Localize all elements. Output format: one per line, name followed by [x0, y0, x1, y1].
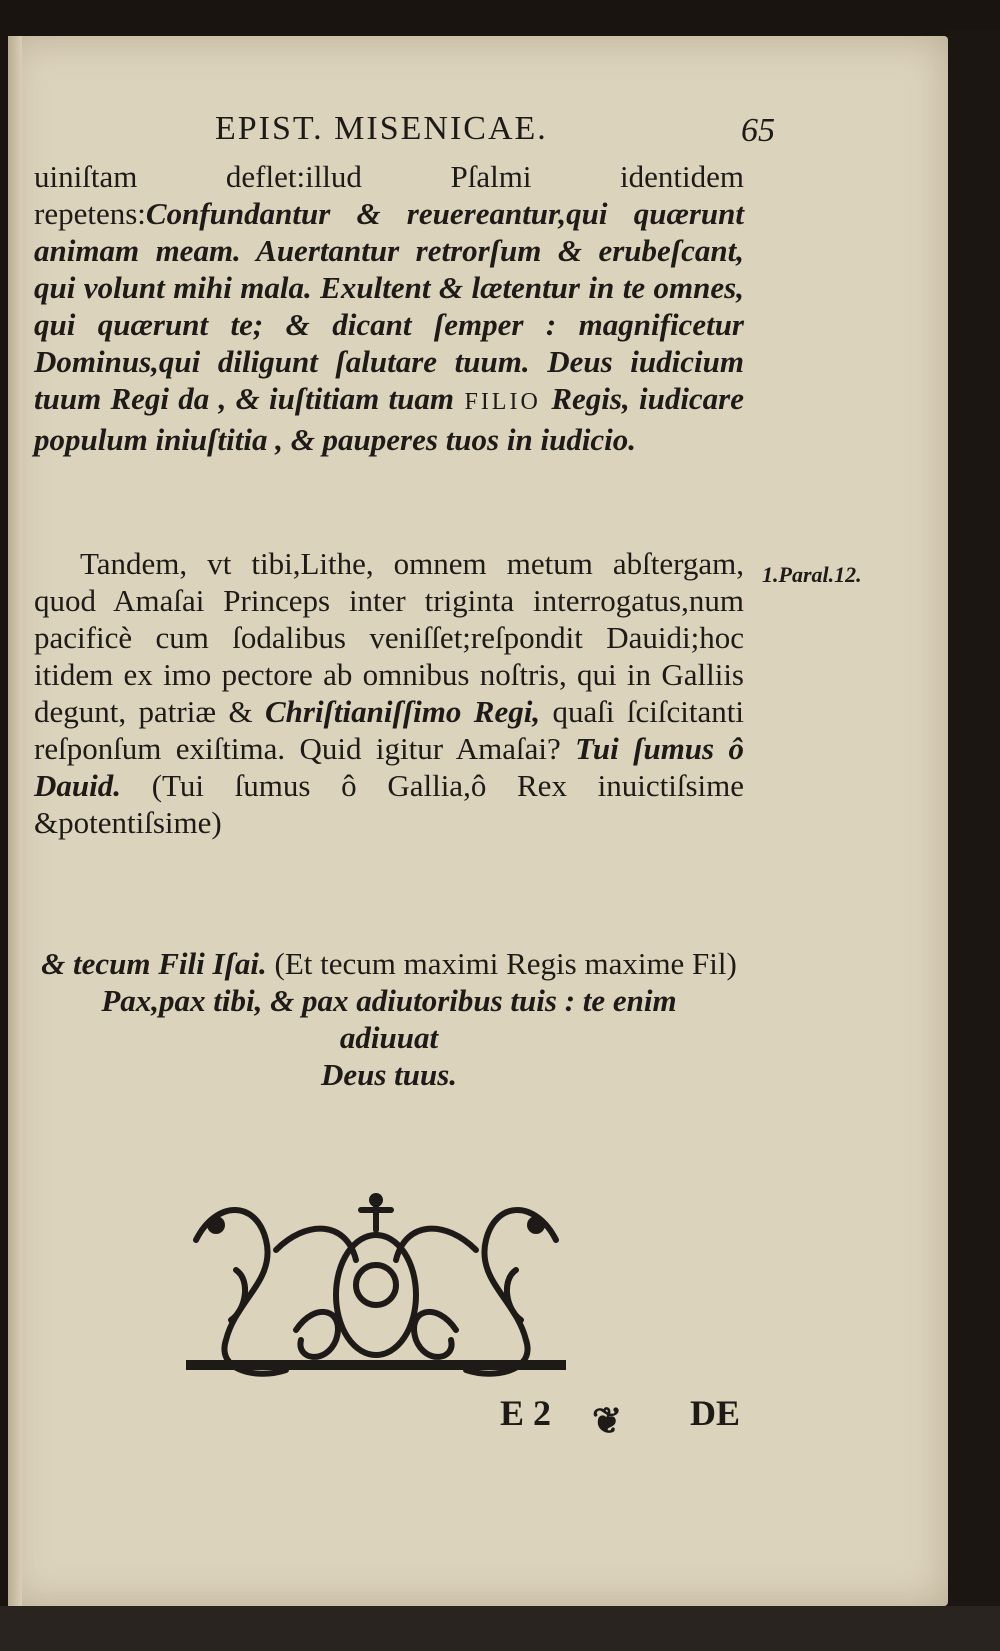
closing-text [34, 945, 744, 1093]
running-title: EPIST. MISENICAE. [215, 110, 548, 147]
closing-line-3: Deus tuus. [320, 1057, 458, 1092]
paragraph-1-quote: Confundantur & reuereantur,qui quærunt animam meam. Auertantur retrorſum & erubeſcant, qui volunt mihi mala. Exultent & lætentur in te omnes, qui quærunt te; & dicant ſemper : magnificetur Dominus,qui diligunt ſalutare tuum. Deus iudicium tuum Regi da , & iuſtitiam tuam [34, 196, 744, 416]
closing-italic-1: & tecum Fili Iſai. [41, 946, 267, 981]
paragraph-2 [34, 545, 744, 841]
closing-line-1 [34, 945, 744, 982]
paragraph-2-italic-1: Chriſtianiſſimo Regi, [265, 694, 541, 729]
paragraph-2-italic-2: Tui ſumus ô Dauid. [34, 731, 744, 803]
signature-mark: E 2 [500, 1393, 552, 1433]
margin-note: 1.Paral.12. [762, 562, 862, 587]
book-edge-right [948, 30, 1000, 1630]
closing-text-1: (Et tecum maximi Regis maxime Fil) [274, 946, 737, 981]
page-footer [500, 1392, 740, 1442]
paragraph-2-text-2: quaſi ſciſcitanti reſponſum exiſtima. Quid igitur Amaſai? [34, 694, 744, 766]
paragraph-1-quote-end: Regis, iudicare populum iniuſtitia , & pauperes tuos in iudicio. [34, 381, 745, 457]
paragraph-1-caps: FILIO [453, 389, 552, 415]
paragraph-1-text: uiniſtam deflet:illud Pſalmi identidem repetens: [34, 159, 744, 231]
paragraph-1 [34, 158, 744, 458]
catchword: DE [689, 1393, 740, 1433]
paragraph-2-text-3: (Tui ſumus ô Gallia,ô Rex inuictiſsime &potentiſsime) [34, 768, 744, 840]
woodcut-ornament [176, 1180, 576, 1385]
page-header [215, 110, 775, 154]
closing-line-2: Pax,pax tibi, & pax adiutoribus tuis : te enim adiuuat [101, 983, 677, 1055]
page-number: 65 [741, 112, 775, 149]
book-edge-bottom [0, 1606, 1000, 1651]
paragraph-2-text: Tandem, vt tibi,Lithe, omnem metum abſtergam, quod Amaſai Princeps inter triginta interrogatus,num pacificè cum ſodalibus veniſſet;reſpondit Dauidi;hoc itidem ex imo pectore ab omnibus noſtris, qui in Galliis degunt, patriæ & [34, 546, 744, 729]
fleuron-icon: ❦ [592, 1401, 623, 1441]
page-fold [8, 36, 22, 1606]
